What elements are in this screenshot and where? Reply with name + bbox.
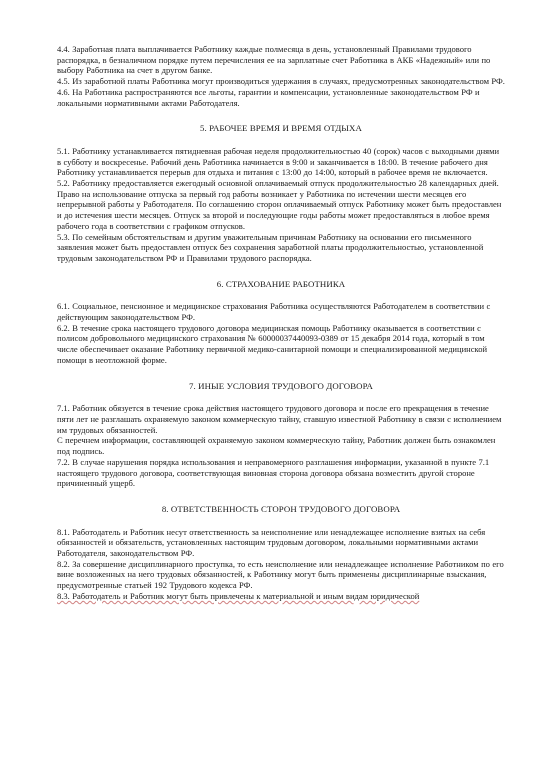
paragraph-4-5: 4.5. Из заработной платы Работника могут производиться удержания в случаях, предусмотренных законодательством РФ. bbox=[57, 76, 505, 87]
paragraph-6-2: 6.2. В течение срока настоящего трудового договора медицинская помощь Работнику оказывается в соответствии с полисом добровольного медицинского страхования № 60000037440093-0389 от 15 декабря 2014 года, который в том числе обеспечивает оказание Работнику первичной медико-санитарной помощи и специализированной медицинской помощи в неотложной форме. bbox=[57, 322, 488, 365]
paragraph-5-1: 5.1. Работнику устанавливается пятидневная рабочая неделя продолжительностью 40 (сорок) часов с выходными днями в субботу и воскресенье. Рабочий день Работника начинается в 9:00 и заканчивается в 18:00. В течение рабочего дня Работнику устанавливается перерыв для отдыха и питания с 13:00 до 14:00, который в рабочее время не включается. bbox=[57, 145, 500, 178]
paragraph-8-2: 8.2. За совершение дисциплинарного проступка, то есть неисполнение или ненадлежащее исполнение Работником по его вине возложенных на него трудовых обязанностей, к Работнику могут быть применены дисциплинарные взыскания, предусмотренные статьей 192 Трудового кодекса РФ. bbox=[57, 558, 504, 591]
paragraph-5-2-vacation-right: Право на использование отпуска за первый год работы возникает у Работника по истечении шести месяцев его непрерывной работы у Работодателя. По соглашению сторон оплачиваемый отпуск Работнику может быть предоставлен и до истечения шести месяцев. Отпуск за второй и последующие годы работы может предоставляться в любое время рабочего года в соответствии с графиком отпусков. bbox=[57, 188, 502, 231]
paragraph-7-2: 7.2. В случае нарушения порядка использования и неправомерного разглашения информации, указанной в пункте 7.1 настоящего трудового договора, соответствующая виновная сторона договора обязана возместить другой стороне причиненный ущерб. bbox=[57, 456, 490, 489]
paragraph-4-4: 4.4. Заработная плата выплачивается Работнику каждые полмесяца в день, установленный Правилами трудового распорядка, в безналичном порядке путем перечисления ее на зарплатные счет Работника в АКБ «Надежный» или по выбору Работника на счет в другом банке. bbox=[57, 44, 491, 76]
paragraph-4-6: 4.6. На Работника распространяются все льготы, гарантии и компенсации, установленные законодательством РФ и локальными нормативными актами Работодателя. bbox=[57, 86, 480, 108]
paragraph-7-1: 7.1. Работник обязуется в течение срока действия настоящего трудового договора и после его прекращения в течение пяти лет не разглашать охраняемую законом коммерческую тайну, ставшую известной Работнику в связи с исполнением им трудовых обязанностей. bbox=[57, 403, 502, 435]
paragraph-5-3: 5.3. По семейным обстоятельствам и другим уважительным причинам Работнику на основании его письменного заявления может быть предоставлен отпуск без сохранения заработной платы продолжительностью, установленной трудовым законодательством РФ и Правилами трудового распорядка. bbox=[57, 231, 484, 263]
section-heading-6: 6. СТРАХОВАНИЕ РАБОТНИКА bbox=[216, 278, 346, 289]
paragraph-8-1: 8.1. Работодатель и Работник несут ответственность за неисполнение или ненадлежащее исполнение взятых на себя обязанностей и обязательств, установленных настоящим трудовым договором, локальными нормативными актами Работодателя, законодательством РФ. bbox=[57, 526, 486, 559]
paragraph-5-2: 5.2. Работнику предоставляется ежегодный основной оплачиваемый отпуск продолжительностью 28 календарных дней. bbox=[57, 178, 499, 189]
section-heading-7: 7. ИНЫЕ УСЛОВИЯ ТРУДОВОГО ДОГОВОРА bbox=[189, 380, 373, 391]
section-heading-8: 8. ОТВЕТСТВЕННОСТЬ СТОРОН ТРУДОВОГО ДОГОВОРА bbox=[161, 503, 401, 514]
paragraph-6-1: 6.1. Социальное, пенсионное и медицинское страхования Работника осуществляются Работодателем в соответствии с действующим законодательством РФ. bbox=[57, 301, 491, 323]
paragraph-8-3: 8.3. Работодатель и Работник могут быть привлечены к материальной и иным видам юридической bbox=[57, 590, 420, 601]
section-heading-5: 5. РАБОЧЕЕ ВРЕМЯ И ВРЕМЯ ОТДЫХА bbox=[200, 123, 362, 134]
paragraph-7-1-acknowledgement: С перечнем информации, составляющей охраняемую законом коммерческую тайну, Работник должен быть ознакомлен под подпись. bbox=[57, 435, 496, 457]
